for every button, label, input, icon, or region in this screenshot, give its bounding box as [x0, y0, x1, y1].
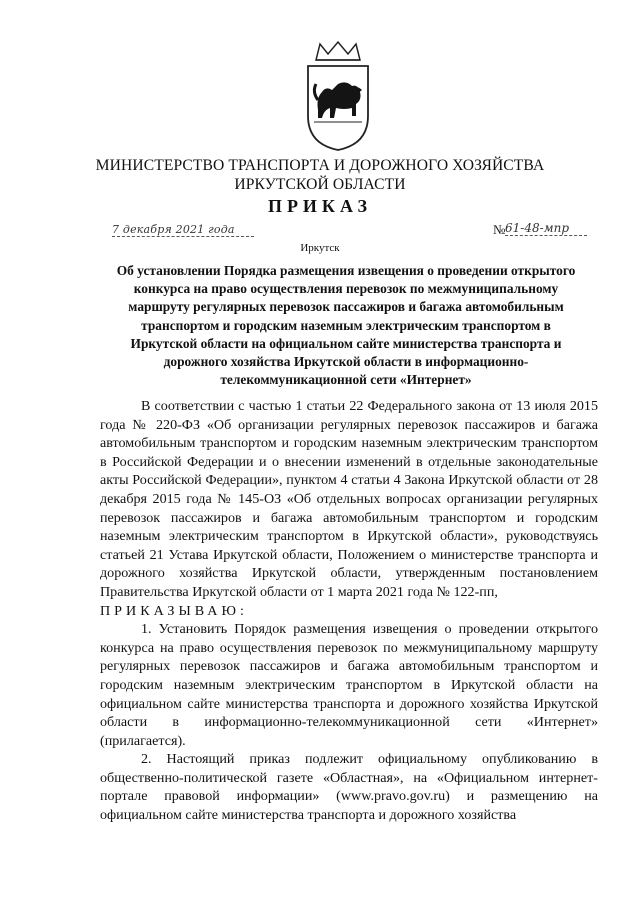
handwritten-date: 7 декабря 2021 года — [112, 223, 254, 237]
order-title: ПРИКАЗ — [267, 196, 373, 216]
order-word: ПРИКАЗЫВАЮ: — [100, 602, 248, 619]
ministry-name — [0, 156, 640, 194]
item-1-paragraph: 1. Установить Порядок размещения извещения о проведении открытого конкурса на право осуществления перевозок по межмуниципальному маршруту регулярных перевозок пассажиров и багажа автомобильным транспортом и городским наземным электрическим транспортом в Иркутской области на официальном сайте министерства транспорта и дорожного хозяйства Иркутской области в информационно-телекоммуникационной сети «Интернет» (прилагается). — [100, 621, 598, 749]
order-number-label: № — [493, 222, 506, 237]
order-subject: Об установлении Порядка размещения извещения о проведении открытого конкурса на право осуществления перевозок по межмуниципальному маршруту регулярных перевозок пассажиров и багажа автомобильным транспортом и городским наземным электрическим транспортом в Иркутской области на официальном сайте министерства транспорта и дорожного хозяйства Иркутской области в информационно-телекоммуникационной сети «Интернет» — [116, 263, 576, 388]
city-name: Иркутск — [300, 242, 340, 254]
order-body — [100, 397, 598, 825]
coat-of-arms-emblem — [302, 40, 374, 152]
ministry-name-line-1: МИНИСТЕРСТВО ТРАНСПОРТА И ДОРОЖНОГО ХОЗЯЙСТВА — [95, 157, 545, 174]
preamble-paragraph: В соответствии с частью 1 статьи 22 Федерального закона от 13 июля 2015 года № 220-ФЗ «Об организации регулярных перевозок пассажиров и багажа автомобильным транспортом и городским наземным электрическим транспортом в Российской Федерации и о внесении изменений в отдельные законодательные акты Российской Федерации», пунктом 4 статьи 4 Закона Иркутской области от 28 декабря 2015 года № 145-ОЗ «Об отдельных вопросах организации регулярных перевозок пассажиров и багажа автомобильным транспортом и городским наземным электрическим транспортом в Иркутской области», руководствуясь статьей 21 Устава Иркутской области, Положением о министерстве транспорта и дорожного хозяйства Иркутской области, утвержденным постановлением Правительства Иркутской области от 1 марта 2021 года № 122-пп, — [100, 398, 598, 600]
ministry-name-line-2: ИРКУТСКОЙ ОБЛАСТИ — [234, 176, 406, 193]
item-2-paragraph: 2. Настоящий приказ подлежит официальному опубликованию в общественно-политической газете «Областная», на «Официальном интернет-портале правовой информации» (www.pravo.gov.ru) и размещению на официальном сайте министерства транспорта и дорожного хозяйства — [100, 751, 598, 824]
handwritten-order-number: 61-48-мпр — [505, 221, 587, 236]
